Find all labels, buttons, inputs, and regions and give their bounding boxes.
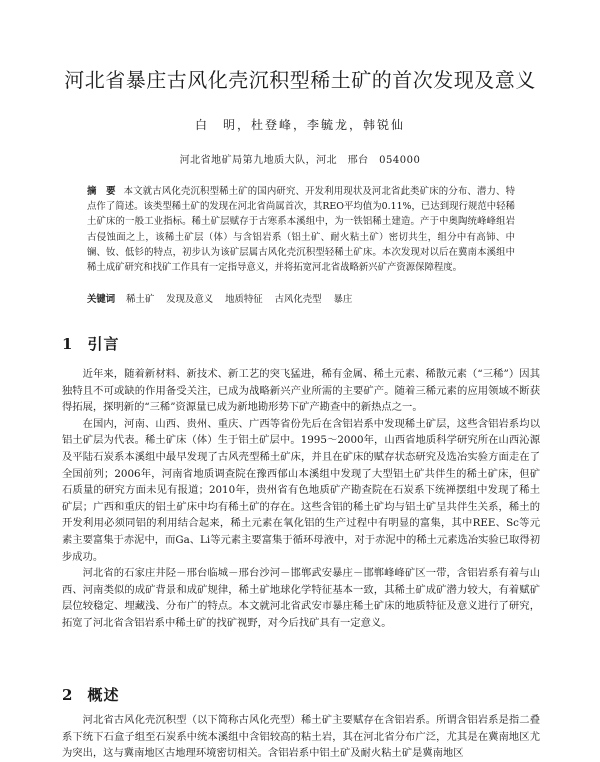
- section-body-introduction: [62, 366, 540, 632]
- section-number: 1: [62, 335, 74, 353]
- body-paragraph: 近年来，随着新材料、新技术、新工艺的突飞猛进，稀有金属、稀土元素、稀散元素（“三稀”）因其独特且不可或缺的作用备受关注，已成为战略新兴产业所需的主要矿产。随着三稀元素的应用领域不断获得拓展，探明新的“三稀”资源量已成为新地勘形势下矿产勘查中的新热点之一。: [62, 368, 540, 414]
- abstract-label: 摘 要: [87, 186, 116, 197]
- keywords-label: 关键词: [87, 294, 116, 305]
- section-heading-introduction: [62, 333, 119, 354]
- body-paragraph: 河北省的石家庄井陉－邢台临城－邢台沙河－邯郸武安暴庄－邯郸峰峰矿区一带，含铝岩系有着与山西、河南类似的成矿背景和成矿规律，稀土矿地球化学特征基本一致，其稀土矿成矿潜力较大，有着赋矿层位较稳定、埋藏浅、分布广的特点。本文就河北省武安市暴庄稀土矿床的地质特征及意义进行了研究，拓宽了河北省含铝岩系中稀土矿的找矿视野，对今后找矿具有一定意义。: [62, 567, 540, 629]
- abstract-text: 本文就古风化壳沉积型稀土矿的国内研究、开发利用现状及河北省此类矿床的分布、潜力、特点作了简述。该类型稀土矿的发现在河北省尚属首次，其REO平均值为0.11%，已达到现行规范中轻稀土矿床的一般工业指标。稀土矿层赋存于古寒系本溪组中，为一铁铝稀土建造。产于中奥陶统峰峰组岩古侵蚀面之上，该稀土矿层（体）与含铝岩系（铝土矿、耐火粘土矿）密切共生，组分中有高铈、中镧、钕、低钐的特点，初步认为该矿层属古风化壳沉积型轻稀土矿床。本次发现对以后在冀南本溪组中稀土成矿研究和找矿工作具有一定指导意义，并将拓宽河北省战略新兴矿产资源保障程度。: [87, 186, 515, 274]
- keyword-item: 发现及意义: [166, 294, 214, 305]
- body-paragraph: 河北省古风化壳沉积型（以下简称古风化壳型）稀土矿主要赋存在含铝岩系。所谓含铝岩系是指二叠系下统下石盒子组至石炭系中统本溪组中含铝较高的粘土岩，其在河北省分布广泛，尤其是在冀南地区尤为突出，这与冀南地区古地理环境密切相关。含铝岩系中铝土矿及耐火粘土矿是冀南地区: [62, 714, 540, 760]
- body-paragraph: 在国内，河南、山西、贵州、重庆、广西等省份先后在含铝岩系中发现稀土矿层，这些含铝岩系均以铝土矿层为代表。稀土矿床（体）生于铝土矿层中。1995～2000年，山西省地质科学研究所在山西沁源及平陆石炭系本溪组中最早发现了古风壳型稀土矿床，并且在矿床的赋存状态研究及选冶实验方面走在了全国前列；2006年，河南省地质调查院在豫西郁山本溪组中发现了大型铝土矿共伴生的稀土矿床，但矿石质量的研究方面未见有报道；2010年，贵州省有色地质矿产勘查院在石炭系下统禅摆组中发现了稀土矿层；广西和重庆的铝土矿床中均有稀土矿的存在。这些含铝的稀土矿均与铝土矿呈共伴生关系，稀土的开发利用必须同铝的利用结合起来，稀土元素在氧化铝的生产过程中有明显的富集，其中REE、Sc等元素主要富集于赤泥中，而Ga、Li等元素主要富集于循环母液中，对于赤泥中的稀土元素选冶实验已取得初步成功。: [62, 417, 540, 563]
- section-title: 概述: [87, 686, 120, 704]
- section-heading-overview: [62, 684, 119, 705]
- keyword-item: 稀土矿: [126, 294, 155, 305]
- section-body-overview: [62, 712, 540, 762]
- author-affiliation: 河北省地矿局第九地质大队，河北 邢台 054000: [179, 155, 421, 166]
- keyword-item: 古风化壳型: [274, 294, 322, 305]
- paper-title: 河北省暴庄古风化壳沉积型稀土矿的首次发现及意义: [64, 68, 536, 92]
- keywords: [87, 292, 515, 307]
- section-title: 引言: [87, 335, 120, 353]
- author-list: 白 明，杜登峰，李毓龙，韩锐仙: [194, 118, 405, 132]
- keyword-item: 地质特征: [225, 294, 263, 305]
- abstract: [87, 184, 515, 275]
- keyword-item: 暴庄: [333, 294, 353, 305]
- section-number: 2: [62, 686, 74, 704]
